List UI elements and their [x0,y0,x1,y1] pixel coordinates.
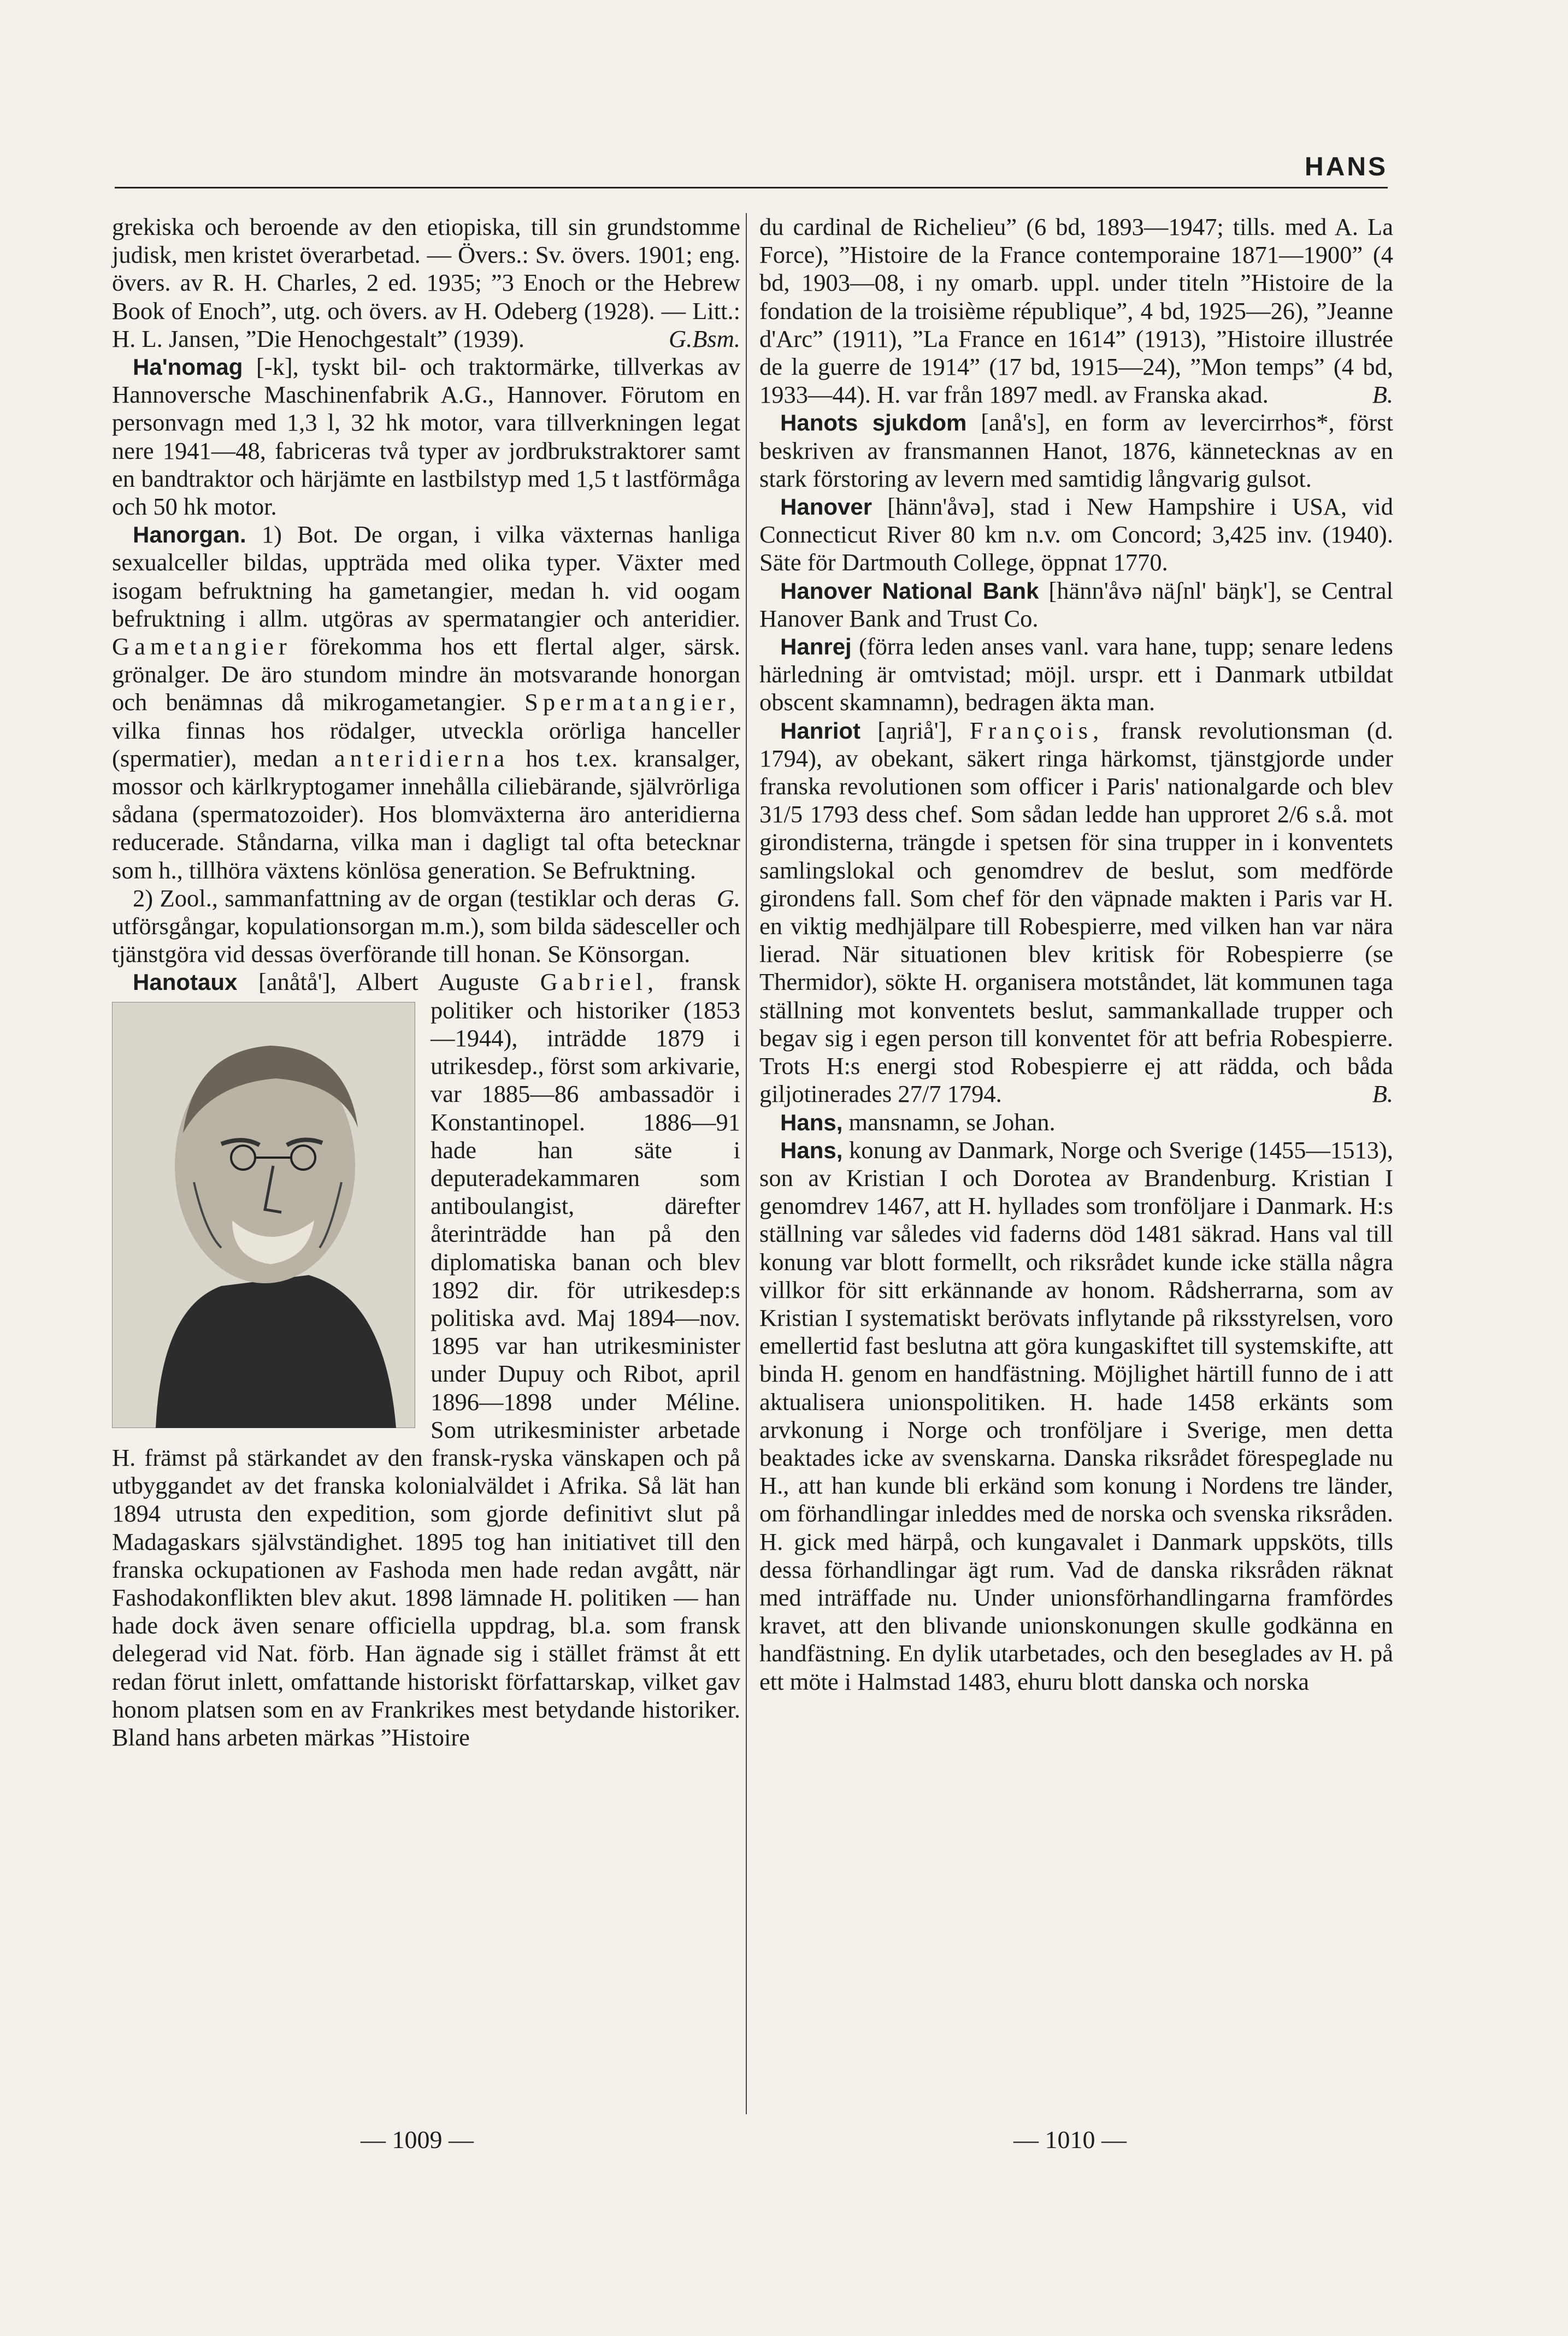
author-signature: G.Bsm. [668,325,740,352]
entry-hanotaux [112,968,740,1751]
headword: Hanriot [780,717,860,744]
entry-text: hos t.ex. kransalger, mossor och kärlkryptogamer innehålla ciliebärande, självrörliga sådana (spermatozoider). Hos blomväxterna äro anteridierna reducerade. Ståndarna, vilka man i dagligt tal ofta betecknar som h., tillhöra växtens könlösa generation. Se Befruktning. [112,744,740,884]
right-column [759,213,1393,1696]
entry-henoch-continuation [112,213,740,353]
page-number-left: — 1009 — [361,2126,474,2154]
page-number-right: — 1010 — [1013,2126,1127,2154]
entry-text: mansnamn, se Johan. [842,1108,1056,1136]
entry-hanomag [112,353,740,521]
portrait-illustration [112,1002,415,1428]
headword: Hanover [780,494,873,520]
spaced-term: anteridierna [334,744,510,772]
spaced-term: Gametangier [112,633,292,660]
author-signature: G. [716,884,740,912]
headword: Hanover National Bank [780,577,1039,604]
entry-hanots-sjukdom [759,409,1393,493]
headword: Hans, [780,1109,843,1135]
entry-hanorgan-zool: 2) Zool., sammanfattning av de organ (testiklar och deras utförsgångar, kopulationsorgan m.m.), som bilda sädesceller och tjänstgöra vid dessas överförande till honan. Se Könsorgan. [112,884,740,968]
entry-hanover [759,493,1393,577]
headword: Ha'nomag [133,354,243,380]
entry-text: vilka finnas hos rödalger, utveckla orörliga hanceller (spermatier), medan [112,716,740,772]
entry-hans-name [759,1108,1393,1136]
entry-hanotaux-continuation [759,213,1393,409]
headword: Hanots sjukdom [780,410,967,436]
entry-text: (förra leden anses vanl. vara hane, tupp; senare ledens härledning är omtvistad; möjl. urspr. ett i Danmark utbildat obscent skamnamn), bedragen äkta man. [759,633,1393,716]
entry-text: du cardinal de Richelieu” (6 bd, 1893—1947; tills. med A. La Force), ”Histoire de la France contemporaine 1871—1900” (4 bd, 1903—08, i ny omarb. uppl. under titeln ”Histoire de la fondation de la troisième république”, 4 bd, 1925—26), ”Jeanne d'Arc” (1911), ”La France en 1614” (1913), ”Histoire illustrée de la guerre de 1914” (17 bd, 1915—24), ”Mon temps” (4 bd, 1933—44). H. var från 1897 medl. av Franska akad. [759,213,1393,409]
headword: Hanrej [780,634,852,660]
entry-hanriot [759,717,1393,1108]
header-rule [115,187,1388,188]
entry-text: förekomma hos ett flertal alger, särsk. grönalger. De äro stundom mindre än motsvarande honorgan och benämnas då mikrogametangier. [112,633,740,716]
headword: Hans, [780,1137,843,1163]
entry-hanorgan [112,521,740,912]
spaced-term: Gabriel, [540,968,659,996]
column-divider [746,213,747,2114]
running-head: HANS [1304,152,1388,181]
entry-text: konung av Danmark, Norge och Sverige (1455—1513), son av Kristian I och Dorotea av Brandenburg. Kristian I genomdrev 1467, att H. hyllades som tronföljare i Danmark. H:s ställning var således vid faderns död 1481 säkrad. Hans val till konung var blott formellt, och riksrådet kunde icke ställa några villkor för sitt erkännande av honom. Rådsherrarna, som av Kristian I systematiskt berövats inflytande på riksstyrelsen, voro emellertid fast beslutna att göra kungaskiftet till systemskifte, att binda H. genom en handfästning. Möjlighet härtill funno de i att aktualisera unionspolitiken. H. hade 1458 erkänts som arvkonung i Norge och tronföljare i Sverige, men detta beaktades icke av svenskarna. Danska riksrådet förespeglade nu H., att han kunde bli erkänd som konung i Nordens tre länder, om förhandlingar inleddes med de norska och svenska riksråden. H. gick med härpå, och kungavalet i Danmark uppsköts, tills dessa förhandlingar ägt rum. Vad de danska riksråden räknat med inträffade nu. Under unionsförhandlingarna framfördes kravet, att den blivande unionskonungen skulle godkänna en handfästning. En dylik utarbetades, och den beseglades av H. på ett möte i Halmstad 1483, ehuru blott danska och norska [759,1136,1393,1695]
entry-text: 1) Bot. De organ, i vilka växternas hanliga sexualceller bildas, uppträda med olika typer. Växter med isogam befruktning ha gametangier, medan h. vid oogam befruktning i allm. utgöras av spermatangier och anteridier. [112,521,740,632]
entry-text: [hänn'åvə näʃnl' bäŋk'], se Central Hanover Bank and Trust Co. [759,576,1393,632]
spaced-term: François, [969,716,1104,744]
entry-text: [-k], tyskt bil- och traktormärke, tillverkas av Hannoversche Maschinenfabrik A.G., Hannover. Förutom en personvagn med 1,3 l, 32 hk motor, vara tillverkningen legat nere 1941—48, fabriceras två typer av jordbrukstraktorer samt en bandtraktor och härjämte en lastbilstyp med 1,5 t lastförmåga och 50 hk motor. [112,353,740,521]
left-column [112,213,740,1751]
entry-hans-king [759,1136,1393,1696]
author-signature: B. [1372,381,1393,409]
entry-hanover-national-bank [759,577,1393,633]
entry-text: [anå's], en form av levercirrhos*, först beskriven av fransmannen Hanot, 1876, kännetecknas av en stark förstoring av levern med samtidig långvarig gulsot. [759,409,1393,492]
headword: Hanorgan. [133,522,246,548]
entry-text: fransk politiker och historiker (1853—1944), inträdde 1879 i utrikesdep., först som arkivarie, var 1885—86 ambassadör i Konstantinopel. 1886—91 hade han säte i deputeradekammaren som antiboulangist, därefter återinträdde han på den diplomatiska banan och blev 1892 dir. för utrikesdep:s politiska avd. Maj 1894—nov. 1895 var han utrikesminister under Dupuy och Ribot, april 1896—1898 under Méline. Som utrikesminister arbetade H. främst på stärkandet av den fransk-ryska vänskapen och på utbyggandet av det franska kolonialväldet i Afrika. Så lät han 1894 utrusta den expedition, som gjorde definitivt slut på Madagaskars självständighet. 1895 tog han initiativet till den franska ockupationen av Fashoda men hade redan avgått, när Fashodakonflikten blev akut. 1898 lämnade H. politiken — han hade dock även senare officiella uppdrag, bl.a. som fransk delegerad vid Nat. förb. Han ägnade sig i stället främst åt ett redan förut inlett, omfattande historiskt författarskap, vilket gav honom platsen som en av Frankrikes mest betydande historiker. Bland hans arbeten märkas ”Histoire [112,968,740,1751]
entry-text: [hänn'åvə], stad i New Hampshire i USA, vid Connecticut River 80 km n.v. om Concord; 3,425 inv. (1940). Säte för Dartmouth College, öppnat 1770. [759,493,1393,576]
entry-text: grekiska och beroende av den etiopiska, till sin grundstomme judisk, men kristet överarbetad. — Övers.: Sv. övers. 1901; eng. övers. av R. H. Charles, 2 ed. 1935; ”3 Enoch or the Hebrew Book of Enoch”, utg. och övers. av H. Odeberg (1928). — Litt.: H. L. Jansen, ”Die Henochgestalt” (1939). [112,213,740,352]
spaced-term: Spermatangier, [524,688,740,716]
headword: Hanotaux [133,969,238,995]
entry-hanrej [759,633,1393,717]
entry-text: fransk revolutionsman (d. 1794), av obekant, säkert ringa härkomst, tjänstgjorde under franska revolutionen som officer i Paris' nationalgarde och blev 31/5 1793 dess chef. Som sådan ledde han upproret 2/6 s.å. mot girondisterna, trängde i spetsen för sina trupper in i konventets samlingslokal och genomdrev de beslut, som medförde girondens fall. Som chef för den väpnade makten i Paris var H. en viktig medhjälpare till Robespierre, med vilken han var nära lierad. När situationen blev kritisk för Robespierre (se Thermidor), sökte H. organisera motståndet, lät kommunen taga ställning mot konventets beslut, sammankallade trupper och begav sig i egen person till konventet för att befria Robespierre. Trots H:s energi stod Robespierre ej att rädda, och båda giljotinerades 27/7 1794. [759,716,1393,1108]
author-signature: B. [1372,1080,1393,1108]
entry-text: [aŋriå'], [860,716,970,744]
entry-text: [anåtå'], Albert Auguste [237,968,540,996]
